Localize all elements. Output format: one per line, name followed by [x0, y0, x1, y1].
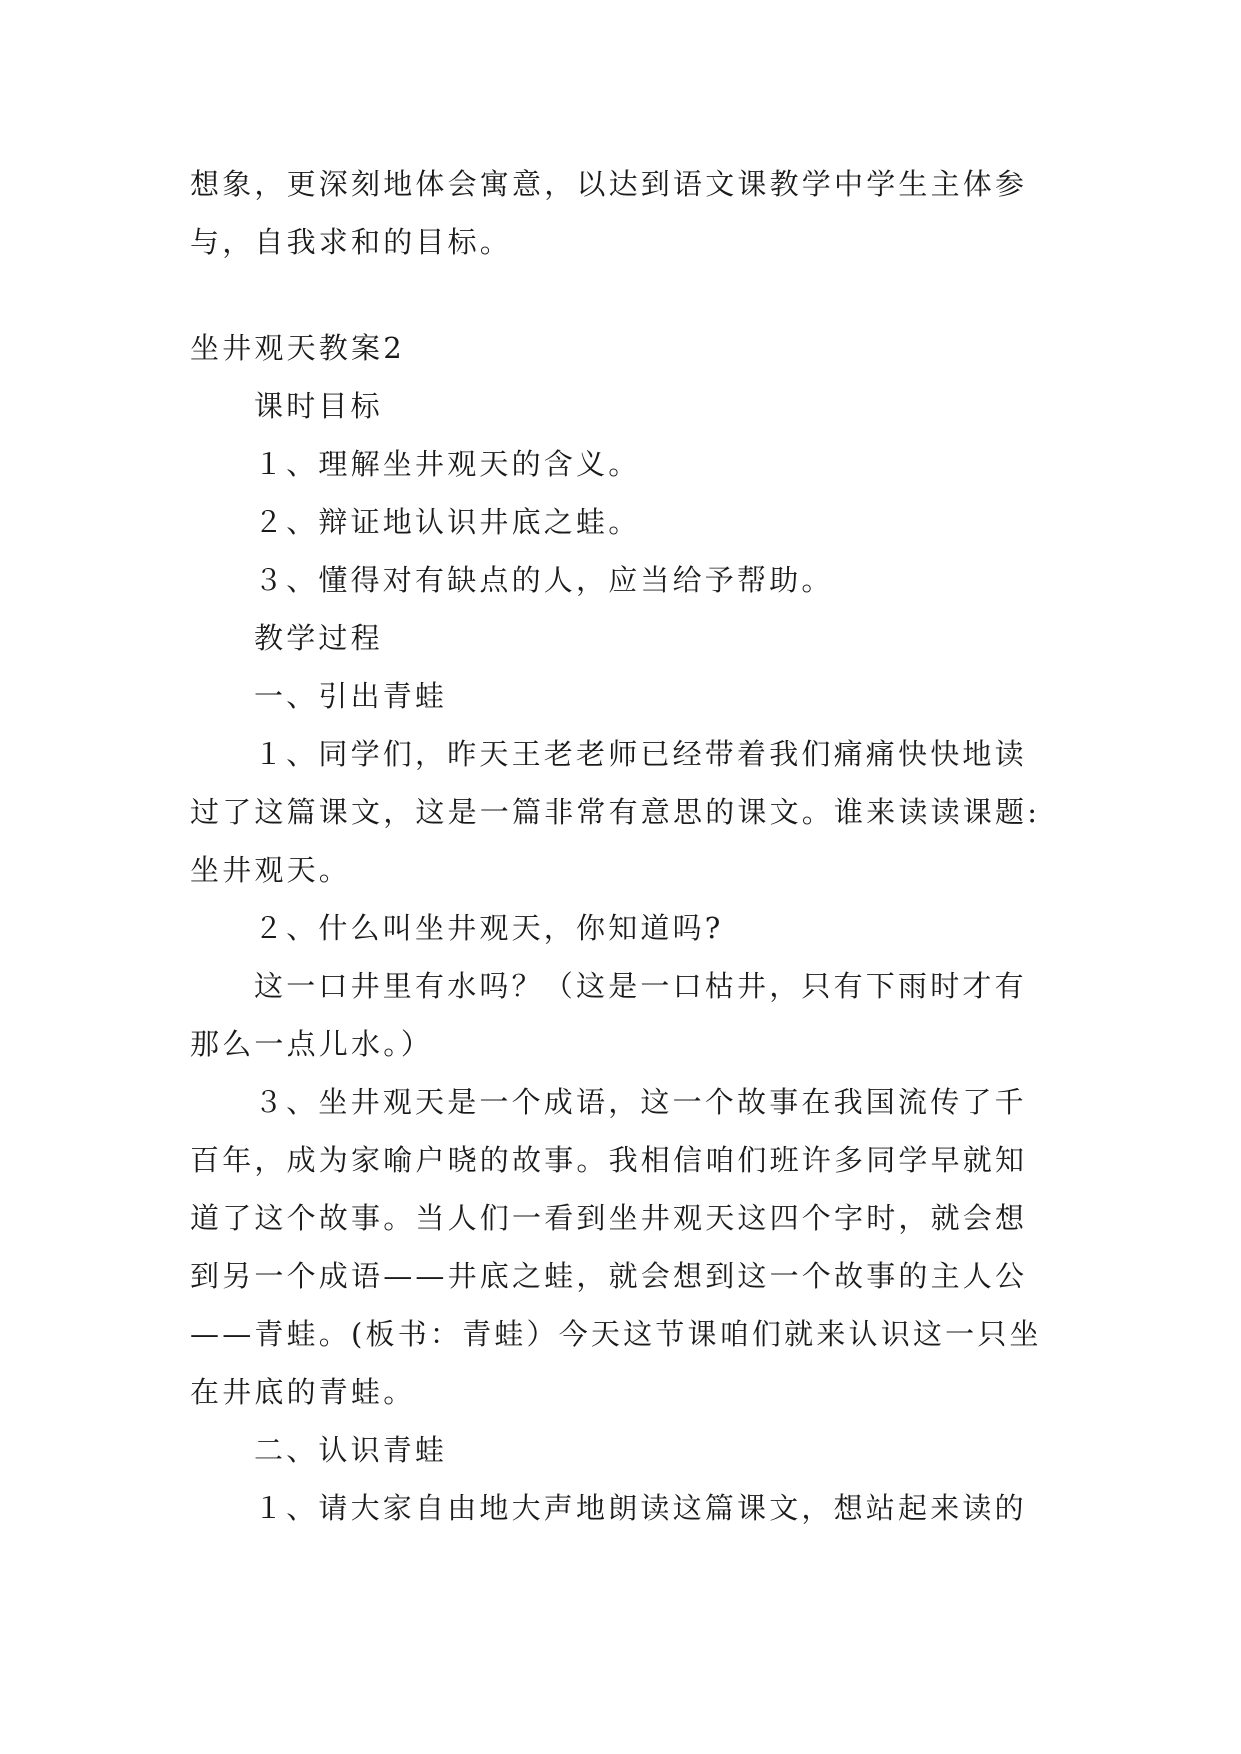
paragraph-question: 这一口井里有水吗？（这是一口枯井，只有下雨时才有那么一点儿水。） — [190, 969, 1027, 1061]
heading-part-two: 二、认识青蛙 — [254, 1433, 448, 1467]
paragraph-continued: 想象，更深刻地体会寓意，以达到语文课教学中学生主体参与，自我求和的目标。 — [190, 167, 1028, 259]
heading-teaching-process: 教学过程 — [254, 621, 383, 655]
paragraph-step-3: ３、坐井观天是一个成语，这一个故事在我国流传了千百年，成为家喻户晓的故事。我相信咱们班许多同学早就知道了这个故事。当人们一看到坐井观天这四个字时，就会想到另一个成语——井底之蛙，就会想到这一个故事的主人公——青蛙。(板书：青蛙）今天这节课咱们就来认识这一只坐在井底的青蛙。 — [190, 1085, 1042, 1409]
goal-item-3: ３、懂得对有缺点的人，应当给予帮助。 — [254, 563, 834, 597]
heading-lesson-goals: 课时目标 — [254, 389, 383, 423]
paragraph-step-2: ２、什么叫坐井观天，你知道吗? — [254, 911, 724, 945]
goal-item-1: １、理解坐井观天的含义。 — [254, 447, 641, 481]
heading-part-one: 一、引出青蛙 — [254, 679, 448, 713]
section-title: 坐井观天教案2 — [190, 331, 405, 365]
document-page — [190, 155, 1050, 1537]
paragraph-step-1: １、同学们，昨天王老老师已经带着我们痛痛快快地读过了这篇课文，这是一篇非常有意思的课文。谁来读读课题:坐井观天。 — [190, 737, 1041, 887]
goal-item-2: ２、辩证地认识井底之蛙。 — [254, 505, 641, 539]
paragraph-part-two-step-1: １、请大家自由地大声地朗读这篇课文，想站起来读的 — [254, 1491, 1027, 1525]
